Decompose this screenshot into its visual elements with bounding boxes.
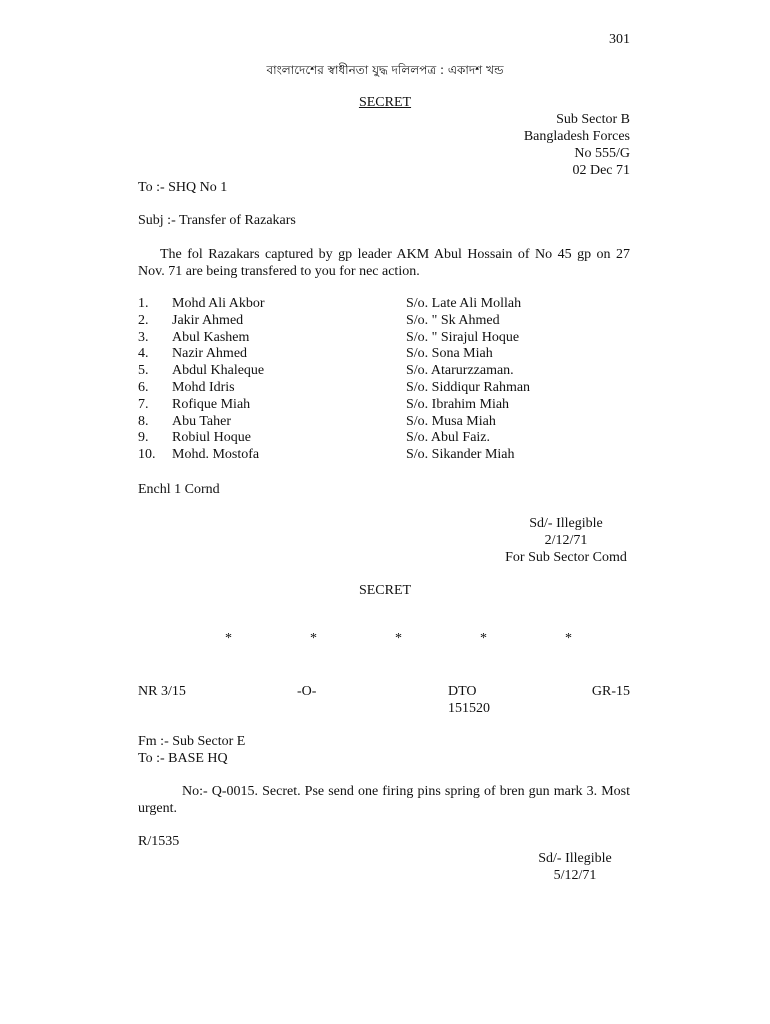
- item-name: Mohd. Mostofa: [172, 447, 260, 463]
- bengali-header: বাংলাদেশের স্বাধীনতা যুদ্ধ দলিলপত্র : একাদশ খন্ড: [266, 63, 504, 77]
- subject: Subj :- Transfer of Razakars: [138, 213, 296, 228]
- item-number: 4.: [138, 346, 149, 362]
- message-from: Fm :- Sub Sector E: [138, 734, 246, 749]
- item-number: 10.: [138, 447, 156, 463]
- list-item: [138, 362, 638, 379]
- item-number: 5.: [138, 363, 149, 379]
- item-father: S/o. Sona Miah: [406, 346, 493, 362]
- signature-line: Sd/- Illegible: [529, 516, 603, 531]
- list-item: [138, 345, 638, 362]
- list-item: [138, 295, 638, 312]
- item-name: Rofique Miah: [172, 396, 251, 412]
- message-o: -O-: [297, 684, 317, 699]
- list-item: [138, 312, 638, 329]
- item-father: S/o. Sikander Miah: [406, 447, 515, 463]
- item-number: 1.: [138, 296, 149, 311]
- item-number: 3.: [138, 329, 149, 345]
- body-paragraph: The fol Razakars captured by gp leader AKM Abul Hossain of No 45 gp on 27 Nov. 71 are being transfered to you for nec action.: [138, 247, 630, 279]
- item-number: 8.: [138, 413, 149, 429]
- classification-bottom: SECRET: [358, 583, 412, 598]
- separator: [0, 630, 770, 647]
- separator-star: *: [565, 631, 572, 646]
- item-name: Mohd Ali Akbor: [172, 296, 265, 311]
- list-item: [138, 379, 638, 396]
- list-item: [138, 429, 638, 446]
- group-count: GR-15: [591, 684, 630, 699]
- sender-line: No 555/G: [574, 146, 630, 161]
- message-to: To :- BASE HQ: [138, 751, 228, 766]
- enclosure: Enchl 1 Cornd: [138, 482, 220, 497]
- separator-star: *: [310, 631, 317, 646]
- classification-top: SECRET: [358, 95, 412, 110]
- message-number: NR 3/15: [138, 684, 186, 699]
- item-name: Mohd Idris: [172, 379, 235, 395]
- sender-line: Sub Sector B: [556, 112, 630, 127]
- list-item: [138, 329, 638, 346]
- item-name: Abdul Khaleque: [172, 363, 265, 379]
- list-item: [138, 446, 638, 463]
- recipient: To :- SHQ No 1: [138, 180, 228, 195]
- item-father: S/o. " Sk Ahmed: [406, 312, 500, 328]
- signature-date: 2/12/71: [544, 533, 588, 548]
- item-father: S/o. Siddiqur Rahman: [406, 379, 531, 395]
- message-body: No:- Q-0015. Secret. Pse send one firing pins spring of bren gun mark 3. Most urgent.: [138, 784, 630, 816]
- separator-star: *: [225, 631, 232, 646]
- item-number: 9.: [138, 430, 149, 446]
- separator-star: *: [395, 631, 402, 646]
- sender-block: [430, 111, 630, 179]
- item-name: Robiul Hoque: [172, 430, 251, 446]
- item-name: Nazir Ahmed: [172, 346, 248, 362]
- item-father: S/o. Late Ali Mollah: [406, 296, 522, 311]
- item-father: S/o. " Sirajul Hoque: [406, 329, 520, 345]
- separator-star: *: [480, 631, 487, 646]
- razakar-list: [138, 295, 638, 463]
- item-name: Abul Kashem: [172, 329, 250, 345]
- dto-label: DTO: [448, 684, 477, 699]
- item-father: S/o. Musa Miah: [406, 413, 496, 429]
- item-name: Abu Taher: [172, 413, 232, 429]
- item-father: S/o. Abul Faiz.: [406, 430, 491, 446]
- signature-block: [466, 515, 666, 566]
- item-number: 7.: [138, 396, 149, 412]
- item-number: 6.: [138, 379, 149, 395]
- item-father: S/o. Ibrahim Miah: [406, 396, 510, 412]
- list-item: [138, 413, 638, 430]
- signature-date: 5/12/71: [553, 868, 597, 883]
- page-number: 301: [609, 32, 630, 47]
- signature-line: Sd/- Illegible: [538, 851, 612, 866]
- dto-number: 151520: [448, 701, 490, 716]
- signature-block-2: [490, 850, 660, 884]
- message-reference: R/1535: [138, 834, 180, 849]
- item-father: S/o. Atarurzzaman.: [406, 363, 514, 379]
- sender-line: Bangladesh Forces: [523, 129, 630, 144]
- item-name: Jakir Ahmed: [172, 312, 244, 328]
- item-number: 2.: [138, 312, 149, 328]
- signature-designation: For Sub Sector Comd: [505, 550, 627, 565]
- sender-date: 02 Dec 71: [572, 163, 630, 178]
- list-item: [138, 396, 638, 413]
